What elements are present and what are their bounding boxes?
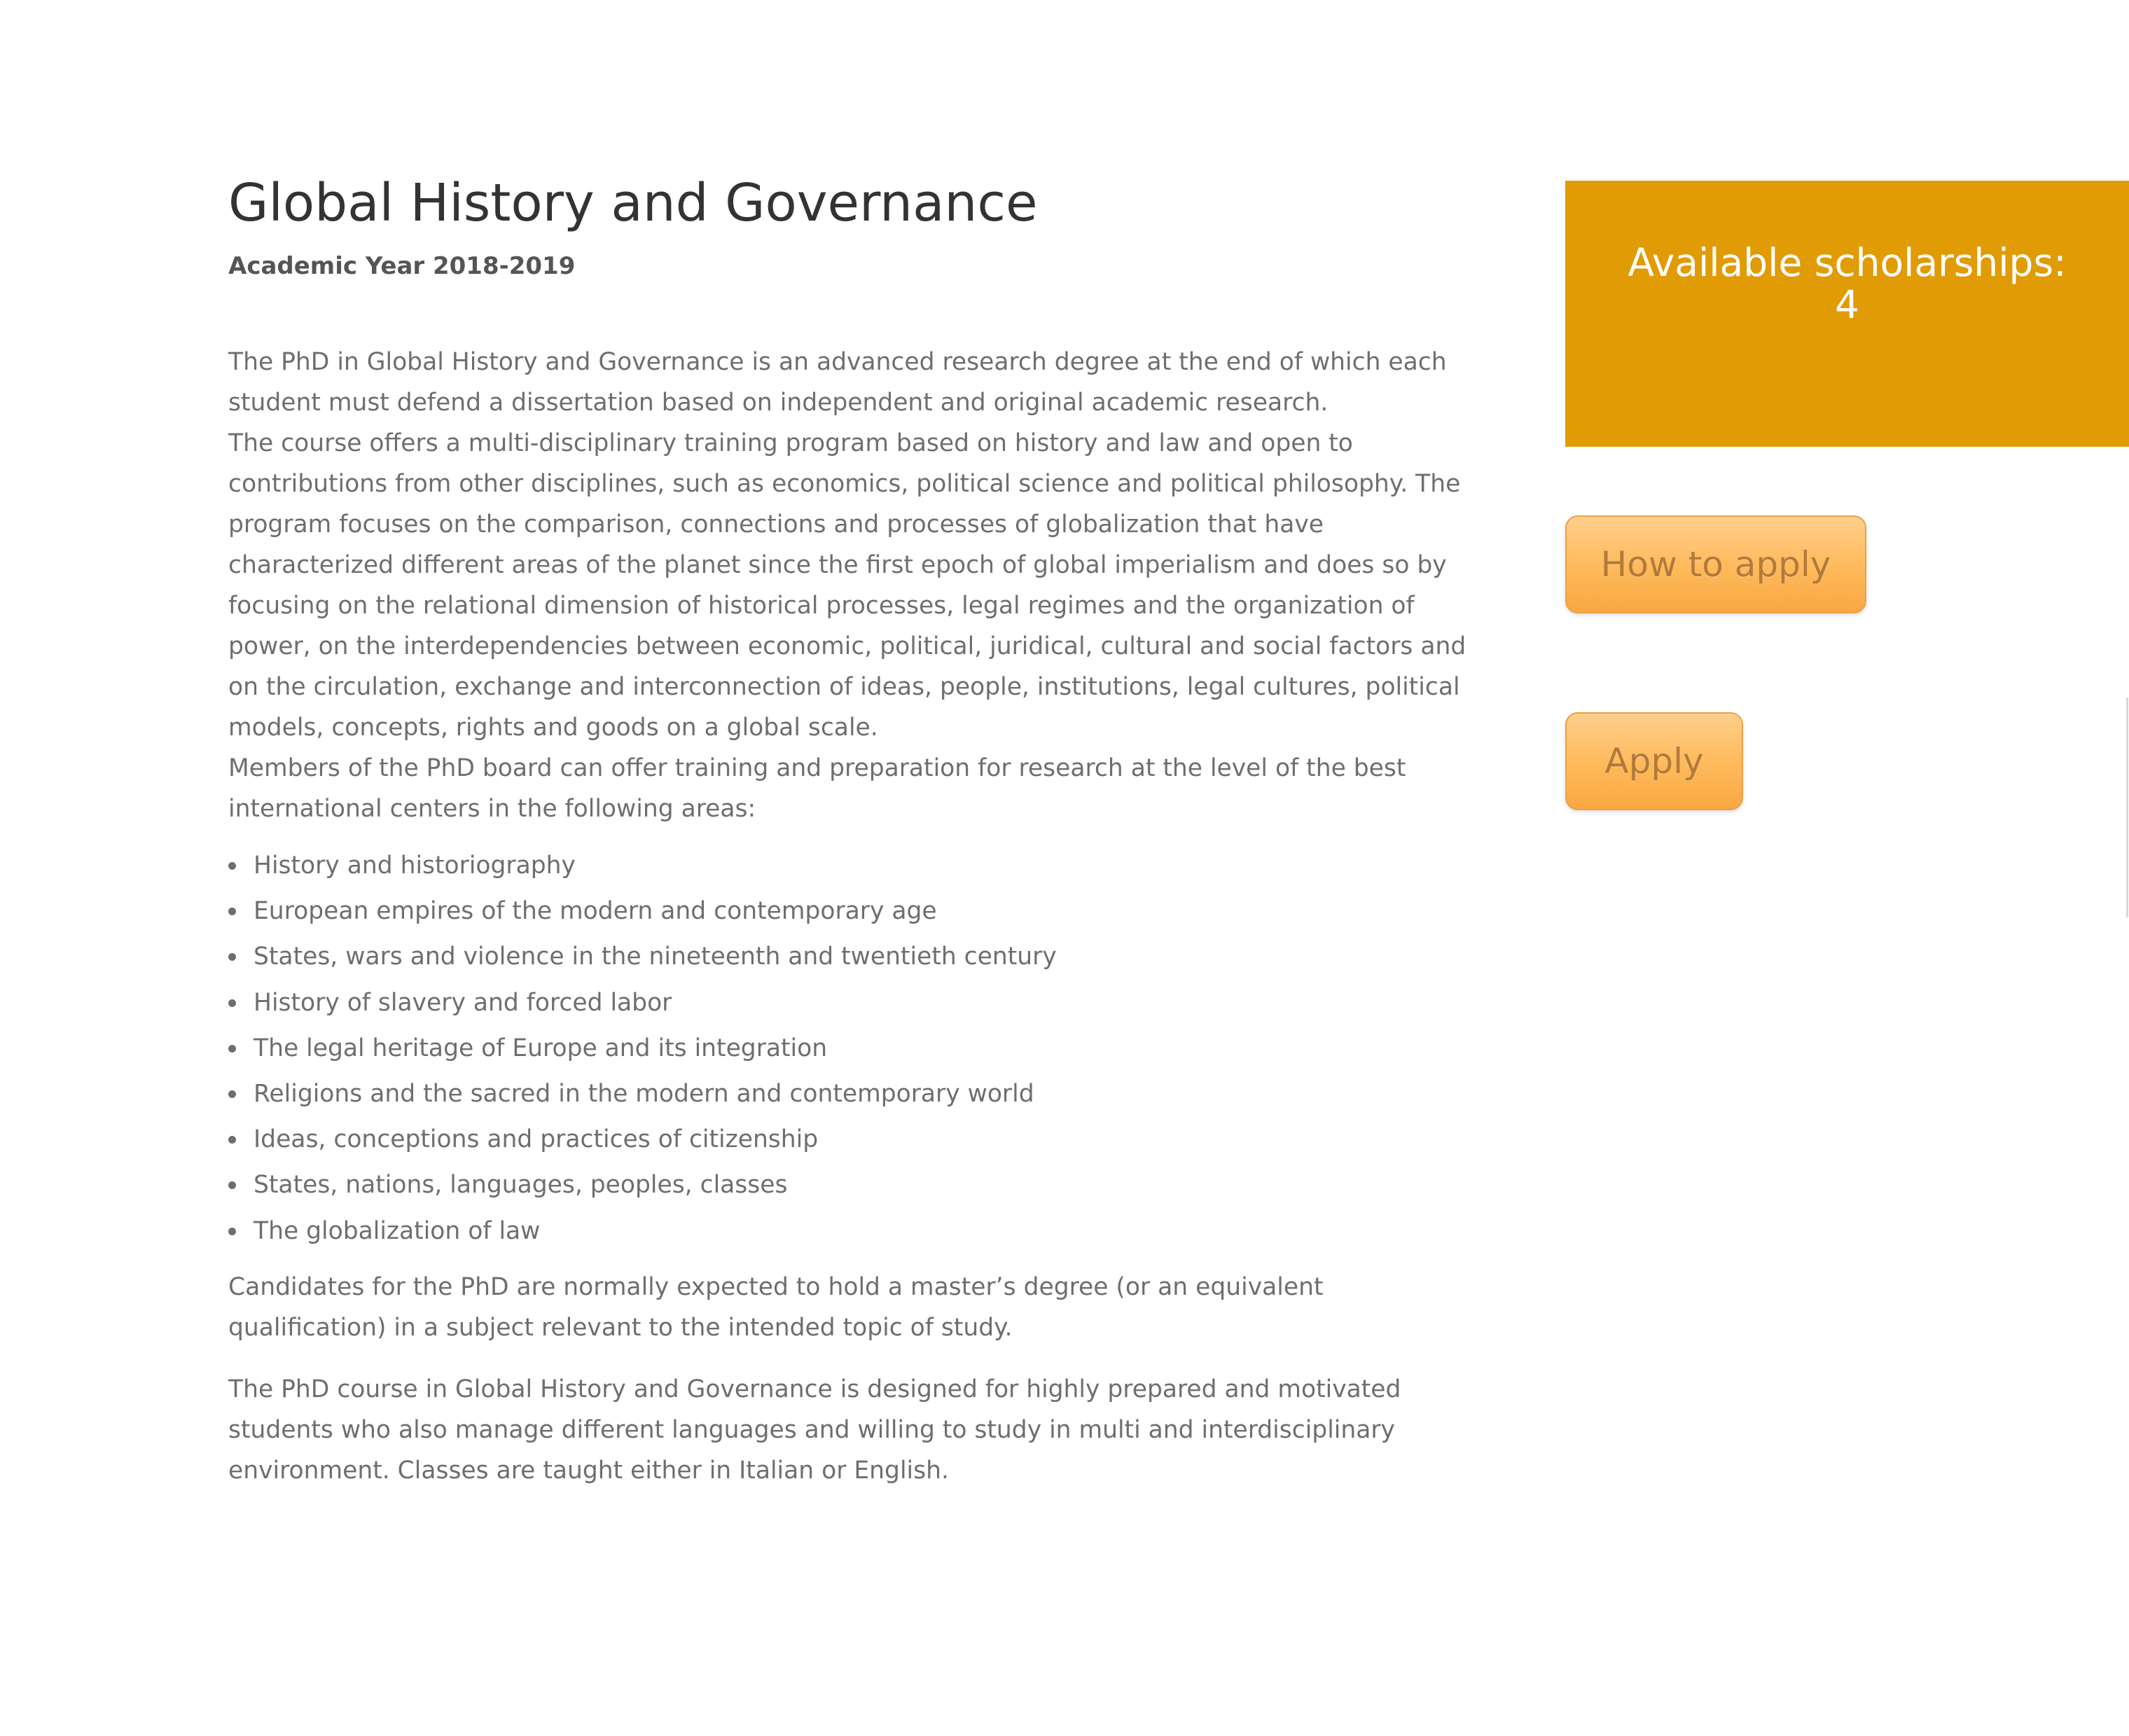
list-item-label: History and historiography (254, 852, 576, 880)
bullet-icon (228, 862, 236, 870)
intro-paragraph: The course offers a multi-disciplinary training program based on history and law and open to contributions from other disciplines, such as economics, political science and political philosophy. The program focuses on the comparison, connections and processes of globalization that have characterized different areas of the planet since the first epoch of global imperialism and does so by focusing on the relational dimension of historical processes, legal regimes and the organization of power, on the interdependencies between economic, political, juridical, cultural and social factors and on the circulation, exchange and interconnection of ideas, people, institutions, legal cultures, political models, concepts, rights and goods on a global scale. (228, 429, 1466, 742)
list-item (254, 1026, 1475, 1071)
bullet-icon (228, 953, 236, 961)
bullet-icon (228, 1228, 236, 1235)
list-item-label: The globalization of law (254, 1216, 541, 1245)
bullet-icon (228, 1090, 236, 1098)
list-item (254, 889, 1475, 934)
list-item (254, 1162, 1475, 1208)
bullet-icon (228, 1181, 236, 1189)
intro-paragraph: The PhD in Global History and Governance is an advanced research degree at the end of which each student must defend a dissertation based on independent and original academic research. (228, 348, 1447, 417)
bullet-icon (228, 1045, 236, 1053)
scholarships-label: Available scholarships: (1628, 240, 2067, 285)
page-edge-divider (2126, 697, 2128, 917)
how-to-apply-button[interactable]: How to apply (1565, 515, 1866, 613)
list-item-label: Religions and the sacred in the modern and contemporary world (254, 1080, 1034, 1109)
list-item-label: History of slavery and forced labor (254, 988, 672, 1017)
program-description (228, 342, 1475, 1491)
list-item (254, 1117, 1475, 1162)
scholarships-panel (1565, 181, 2129, 447)
list-item-label: The legal heritage of Europe and its integration (254, 1034, 828, 1062)
list-item (254, 843, 1475, 889)
page-title: Global History and Governance (228, 173, 1038, 233)
research-areas-list (228, 843, 1475, 1254)
bullet-icon (228, 908, 236, 915)
requirements-paragraph: The PhD course in Global History and Governance is designed for highly prepared and motivated students who also manage different languages and willing to study in multi and interdisciplinary environment. Classes are taught either in Italian or English. (228, 1375, 1401, 1485)
apply-button[interactable]: Apply (1565, 712, 1743, 810)
academic-year: Academic Year 2018-2019 (228, 252, 576, 280)
scholarships-count: 4 (1835, 282, 1859, 327)
list-item (254, 1071, 1475, 1117)
list-item-label: Ideas, conceptions and practices of citizenship (254, 1125, 819, 1154)
requirements-paragraph: Candidates for the PhD are normally expected to hold a master’s degree (or an equivalent qualification) in a subject relevant to the intended topic of study. (228, 1272, 1324, 1342)
list-item (254, 934, 1475, 980)
intro-paragraph: Members of the PhD board can offer training and preparation for research at the level of the best international centers in the following areas: (228, 754, 1406, 823)
bullet-icon (228, 999, 236, 1007)
list-item (254, 980, 1475, 1026)
bullet-icon (228, 1136, 236, 1144)
list-item (254, 1209, 1475, 1254)
list-item-label: States, nations, languages, peoples, classes (254, 1171, 788, 1200)
list-item-label: States, wars and violence in the nineteenth and twentieth century (254, 943, 1057, 971)
list-item-label: European empires of the modern and contemporary age (254, 897, 937, 926)
